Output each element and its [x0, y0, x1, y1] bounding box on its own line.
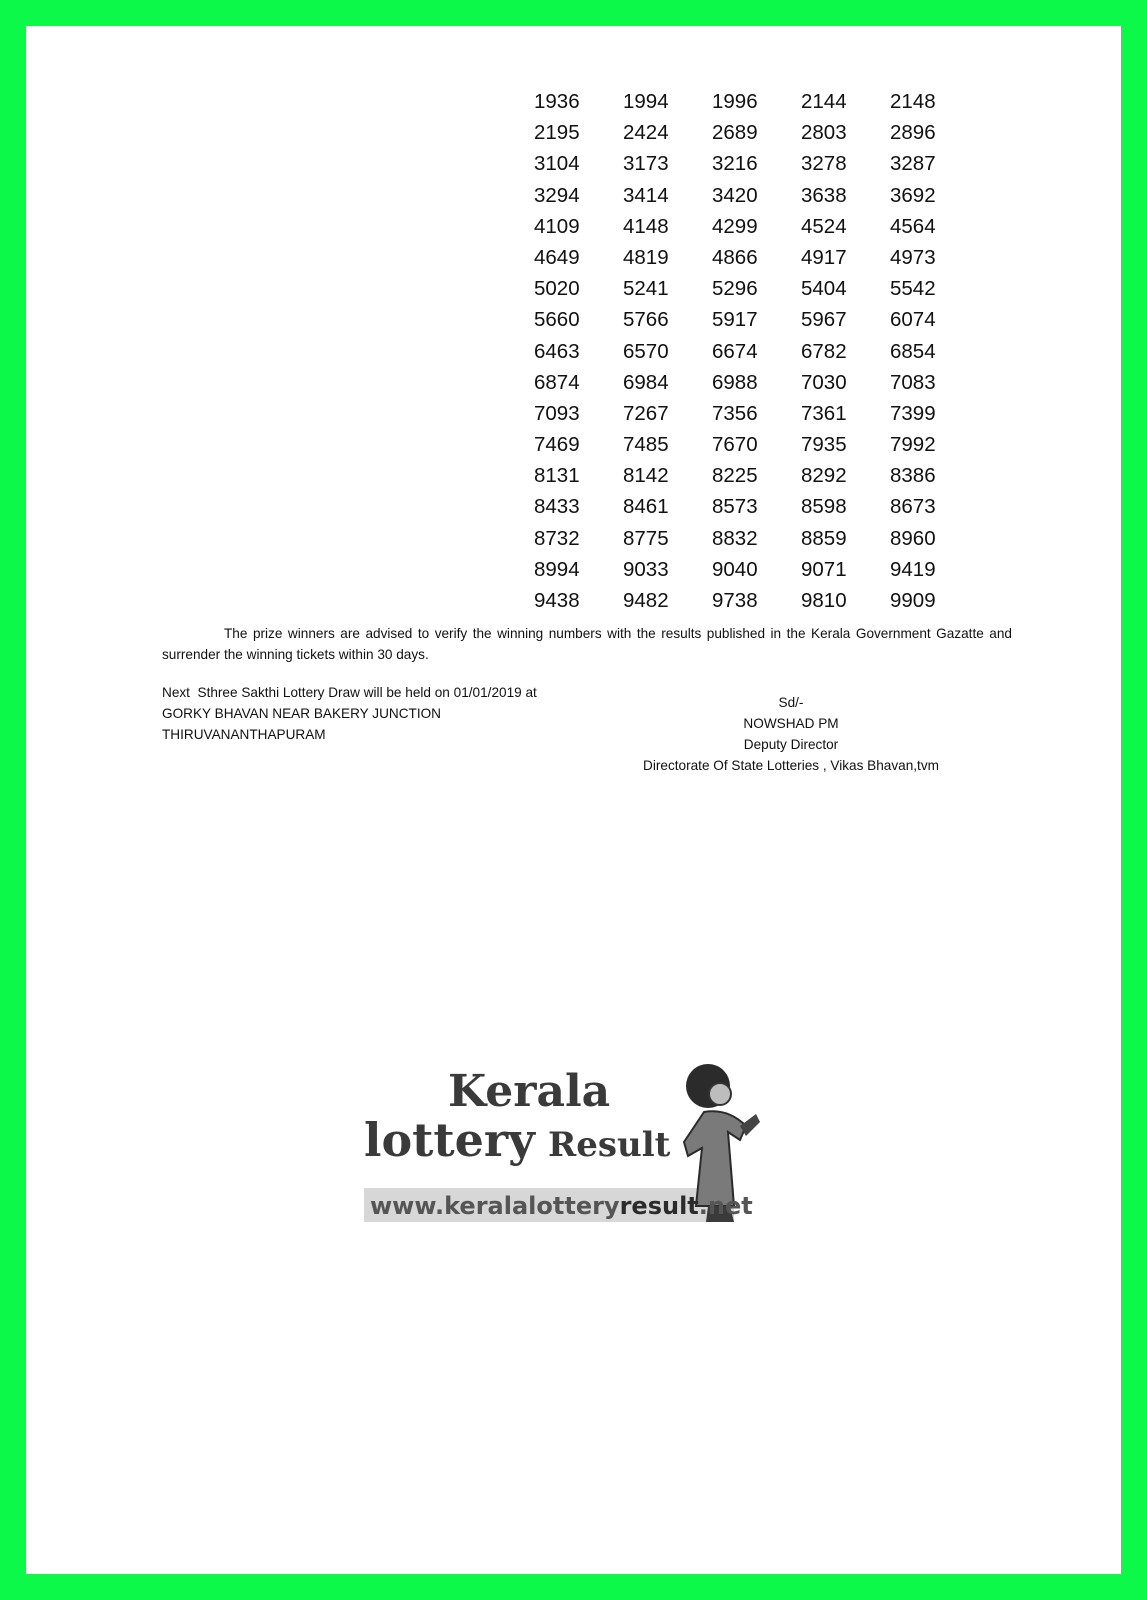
winning-number: 9438: [534, 589, 580, 612]
logo-word-lottery: lottery: [364, 1113, 535, 1167]
winning-number: 3692: [890, 183, 936, 207]
winning-number: 6570: [623, 339, 669, 363]
logo-url-mid: lottery: [528, 1192, 620, 1220]
winning-number: 4973: [890, 245, 936, 269]
winning-number: 7992: [890, 433, 936, 457]
winning-number: 8573: [712, 495, 758, 519]
winning-number: 4564: [890, 214, 936, 238]
winning-number: 9033: [623, 557, 669, 581]
logo-word-kerala: Kerala: [448, 1066, 611, 1117]
signatory-office: Directorate Of State Lotteries , Vikas Bhavan,tvm: [643, 758, 939, 773]
winning-number: 3173: [623, 152, 669, 176]
winning-number: 2195: [534, 121, 580, 145]
winning-number: 3414: [623, 183, 669, 207]
winning-number: 7935: [801, 433, 847, 457]
winning-number: 5241: [623, 277, 669, 301]
winning-number: 7267: [623, 401, 669, 425]
winning-number: 7361: [801, 401, 847, 425]
winning-number: 4148: [623, 214, 669, 238]
winning-number: 6988: [712, 370, 758, 394]
winning-number: 7670: [712, 433, 758, 457]
winning-number: 8732: [534, 526, 580, 550]
winning-number: 8673: [890, 495, 936, 519]
winning-number: 7485: [623, 433, 669, 457]
winning-number: 4109: [534, 214, 580, 238]
winning-number: 8461: [623, 495, 669, 519]
winning-number: 5542: [890, 277, 936, 301]
winning-number: 4819: [623, 245, 669, 269]
winning-number: 8775: [623, 526, 669, 550]
winning-number: 8859: [801, 526, 847, 550]
signatory-designation: Deputy Director: [743, 737, 839, 752]
winning-number: 2144: [801, 90, 847, 113]
winning-number: 6874: [534, 370, 580, 394]
next-draw-info: [162, 682, 622, 745]
winning-number: 9071: [801, 557, 847, 581]
winning-number: 1996: [712, 90, 758, 113]
winning-number: 8832: [712, 526, 758, 550]
logo-url-bold: result: [619, 1192, 699, 1220]
winning-number: 8960: [890, 526, 936, 550]
winning-number: 9482: [623, 589, 669, 612]
next-draw-city: THIRUVANANTHAPURAM: [162, 727, 326, 742]
winning-number: 6984: [623, 370, 669, 394]
logo-word-result: Result: [548, 1125, 671, 1165]
winning-numbers-grid: [534, 86, 979, 616]
winning-number: 4917: [801, 245, 847, 269]
signature-sd: Sd/-: [778, 695, 804, 710]
verification-notice: [162, 624, 1012, 665]
winning-number: 8598: [801, 495, 847, 519]
winning-number: 9738: [712, 589, 758, 612]
winning-number: 8292: [801, 464, 847, 488]
winning-number: 3294: [534, 183, 580, 207]
logo-url: [370, 1192, 753, 1220]
next-draw-line-1: Next Sthree Sakthi Lottery Draw will be held on 01/01/2019 at: [162, 685, 537, 700]
winning-number: 8142: [623, 464, 669, 488]
winning-number: 7399: [890, 401, 936, 425]
winning-number: 6674: [712, 339, 758, 363]
winning-number: 7356: [712, 401, 758, 425]
winning-number: 9040: [712, 557, 758, 581]
winning-number: 6463: [534, 339, 580, 363]
logo-url-suffix: .net: [698, 1192, 753, 1220]
winning-number: 2689: [712, 121, 758, 145]
winning-number: 3278: [801, 152, 847, 176]
winning-number: 6854: [890, 339, 936, 363]
winning-number: 3104: [534, 152, 580, 176]
winning-number: 3638: [801, 183, 847, 207]
winning-number: 4299: [712, 214, 758, 238]
signatory-name: NOWSHAD PM: [743, 716, 839, 731]
winning-number: 7469: [534, 433, 580, 457]
winning-number: 1994: [623, 90, 669, 113]
winning-number: 7030: [801, 370, 847, 394]
winning-number: 5404: [801, 277, 847, 301]
winning-number: 8225: [712, 464, 758, 488]
winning-number: 9909: [890, 589, 936, 612]
winning-number: 7093: [534, 401, 580, 425]
winning-number: 5917: [712, 308, 758, 332]
next-draw-venue: GORKY BHAVAN NEAR BAKERY JUNCTION: [162, 706, 441, 721]
winning-number: 8994: [534, 557, 580, 581]
winning-number: 6782: [801, 339, 847, 363]
winning-number: 4649: [534, 245, 580, 269]
winning-number: 2896: [890, 121, 936, 145]
logo-url-prefix: www.kerala: [370, 1192, 529, 1220]
winning-number: 3420: [712, 183, 758, 207]
winning-number: 4866: [712, 245, 758, 269]
signature-block: [586, 692, 996, 776]
winning-number: 6074: [890, 308, 936, 332]
winning-number: 5967: [801, 308, 847, 332]
winning-number: 9810: [801, 589, 847, 612]
winning-number: 8433: [534, 495, 580, 519]
winning-number: 5020: [534, 277, 580, 301]
winning-number: 2424: [623, 121, 669, 145]
winning-number: 3216: [712, 152, 758, 176]
winning-number: 4524: [801, 214, 847, 238]
winning-number: 5766: [623, 308, 669, 332]
winning-number: 8131: [534, 464, 580, 488]
winning-number: 8386: [890, 464, 936, 488]
winning-number: 2148: [890, 90, 936, 113]
winning-number: 2803: [801, 121, 847, 145]
document-page: [26, 26, 1121, 1574]
winning-number: 7083: [890, 370, 936, 394]
winning-number: 5296: [712, 277, 758, 301]
winning-number: 1936: [534, 90, 580, 113]
winning-number: 9419: [890, 557, 936, 581]
kerala-lottery-result-logo: [336, 1056, 776, 1236]
notice-text: The prize winners are advised to verify the winning numbers with the results published in the Kerala Government Gazatte and surrender the winning tickets within 30 days.: [162, 626, 1012, 662]
winning-number: 3287: [890, 152, 936, 176]
winning-number: 5660: [534, 308, 580, 332]
